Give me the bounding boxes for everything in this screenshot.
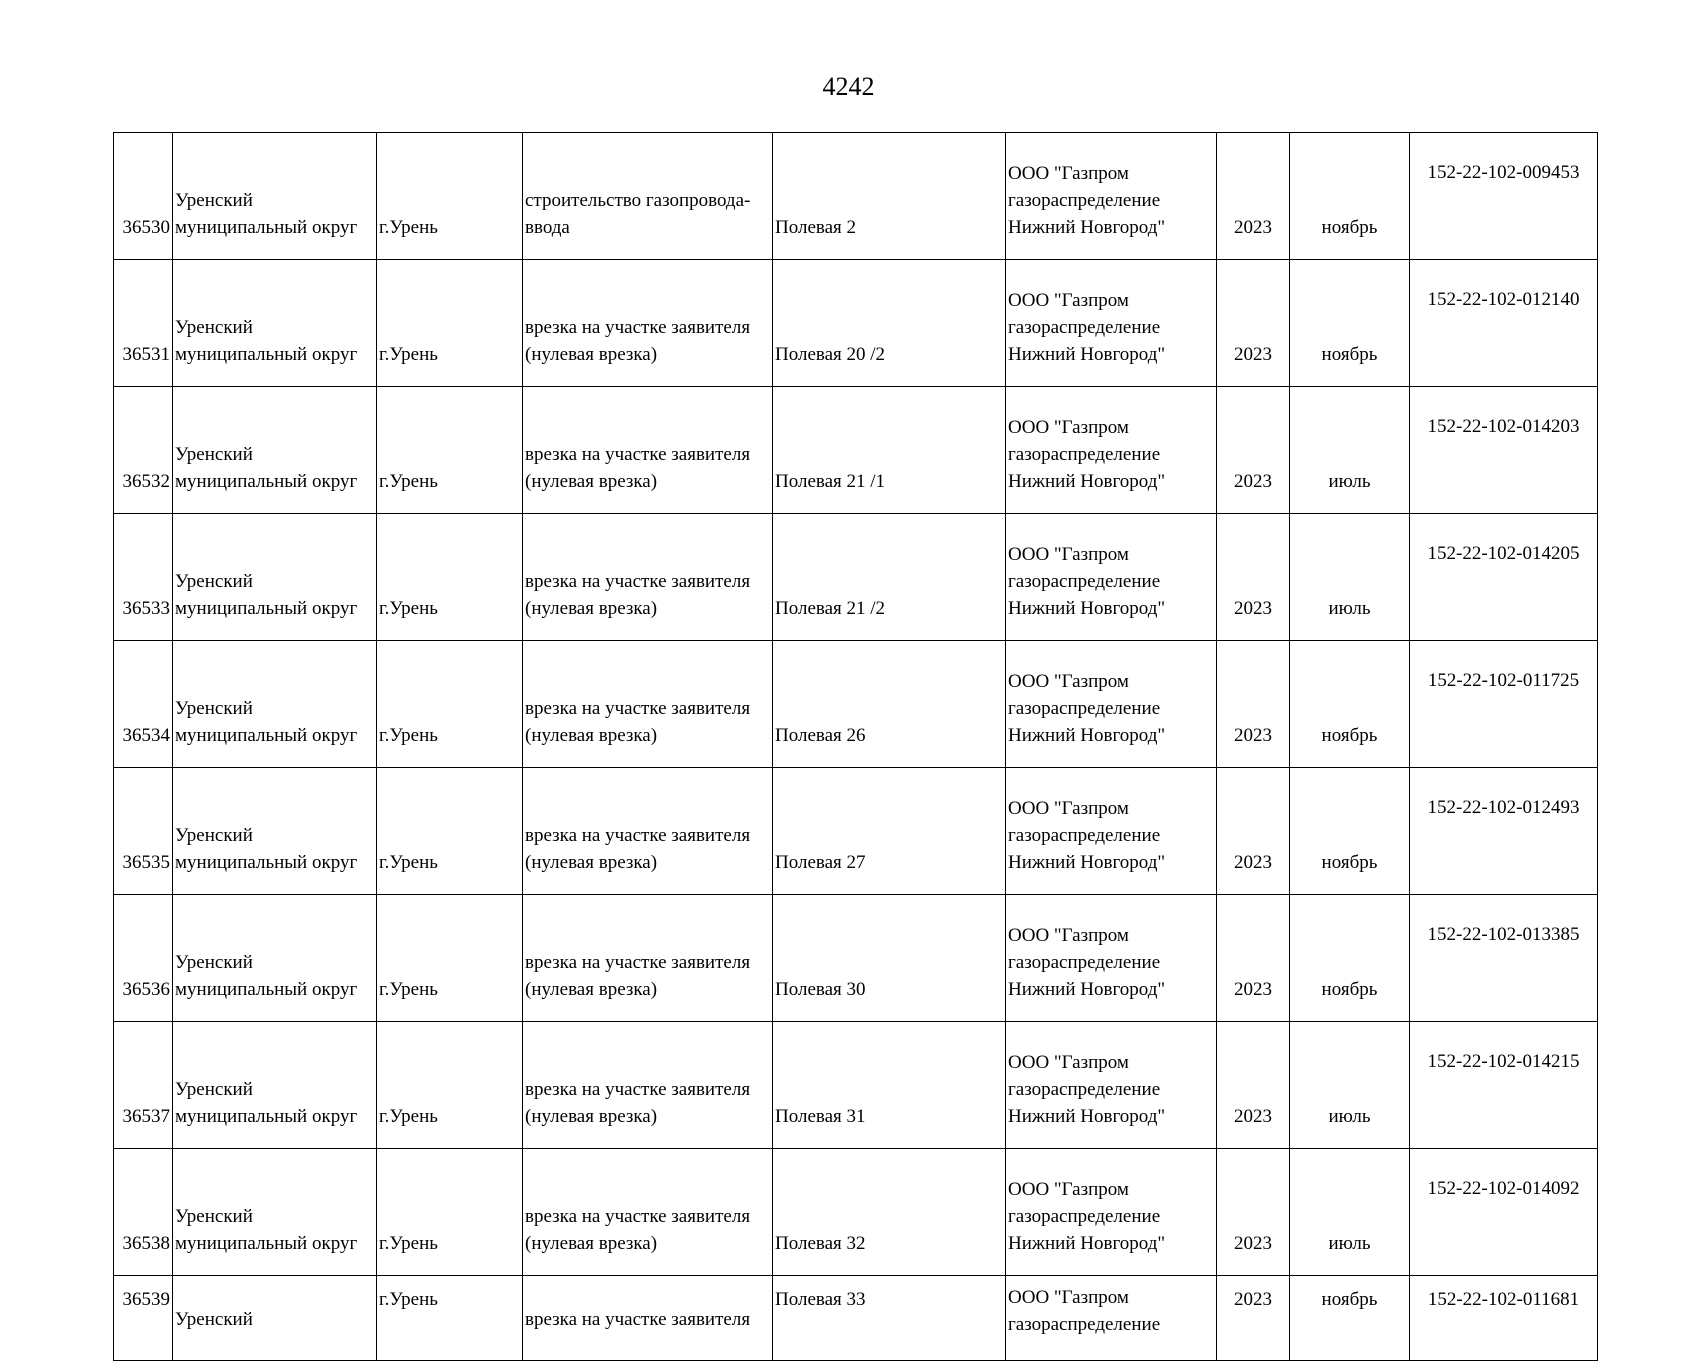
address-cell: Полевая 21 /2 [773,514,1006,641]
year-cell: 2023 [1217,1149,1290,1276]
city-cell: г.Урень [377,641,523,768]
organization-cell [1006,1276,1217,1361]
organization-cell [1006,641,1217,768]
organization-line: Нижний Новгород" [1008,1233,1166,1254]
organization-line: ООО "Газпром [1008,1179,1129,1200]
organization-line: газораспределение [1008,571,1161,592]
address-cell: Полевая 30 [773,895,1006,1022]
organization-cell [1006,895,1217,1022]
organization-line: Нижний Новгород" [1008,217,1166,238]
district-line: Уренский [175,1079,253,1100]
organization-cell [1006,768,1217,895]
city-cell: г.Урень [377,1276,523,1361]
district-line: муниципальный округ [175,217,358,238]
organization-line: ООО "Газпром [1008,1052,1129,1073]
city-cell: г.Урень [377,514,523,641]
work-type-cell [523,1022,773,1149]
organization-line: газораспределение [1008,317,1161,338]
district-line: Уренский [175,1309,253,1330]
month-cell: июль [1290,1022,1410,1149]
year-cell: 2023 [1217,260,1290,387]
row-number-cell: 36535 [114,768,173,895]
table-row [114,133,1598,260]
address-cell: Полевая 27 [773,768,1006,895]
gas-connection-registry-table [113,132,1598,1361]
work-type-line: (нулевая врезка) [525,471,658,492]
work-type-line: (нулевая врезка) [525,1233,658,1254]
work-type-line: врезка на участке заявителя [525,444,751,465]
work-type-line: (нулевая врезка) [525,1106,658,1127]
page-number: 4242 [822,72,875,101]
row-number-cell: 36533 [114,514,173,641]
district-cell [173,895,377,1022]
organization-line: ООО "Газпром [1008,1287,1129,1308]
code-cell: 152-22-102-013385 [1410,895,1598,1022]
organization-cell [1006,1149,1217,1276]
district-line: муниципальный округ [175,979,358,1000]
organization-line: Нижний Новгород" [1008,852,1166,873]
code-cell: 152-22-102-014092 [1410,1149,1598,1276]
district-line: Уренский [175,190,253,211]
table-body [114,133,1598,1361]
district-cell [173,768,377,895]
month-cell: ноябрь [1290,1276,1410,1361]
code-cell: 152-22-102-011725 [1410,641,1598,768]
district-line: муниципальный округ [175,471,358,492]
organization-line: газораспределение [1008,1079,1161,1100]
district-line: Уренский [175,317,253,338]
city-cell: г.Урень [377,768,523,895]
work-type-line: (нулевая врезка) [525,979,658,1000]
district-line: муниципальный округ [175,344,358,365]
work-type-cell [523,768,773,895]
table-row [114,768,1598,895]
month-cell: июль [1290,387,1410,514]
city-cell: г.Урень [377,133,523,260]
table-row [114,514,1598,641]
district-cell [173,1022,377,1149]
work-type-line: (нулевая врезка) [525,725,658,746]
table-row [114,260,1598,387]
organization-line: ООО "Газпром [1008,544,1129,565]
work-type-line: (нулевая врезка) [525,344,658,365]
organization-cell [1006,260,1217,387]
month-cell: ноябрь [1290,260,1410,387]
work-type-line: врезка на участке заявителя [525,825,751,846]
district-cell [173,133,377,260]
code-cell: 152-22-102-011681 [1410,1276,1598,1361]
district-line: Уренский [175,444,253,465]
organization-line: ООО "Газпром [1008,417,1129,438]
organization-line: Нижний Новгород" [1008,598,1166,619]
code-cell: 152-22-102-012140 [1410,260,1598,387]
row-number-cell: 36536 [114,895,173,1022]
organization-line: ООО "Газпром [1008,163,1129,184]
organization-cell [1006,133,1217,260]
address-cell: Полевая 21 /1 [773,387,1006,514]
district-line: Уренский [175,952,253,973]
work-type-line: врезка на участке заявителя [525,571,751,592]
table-row [114,641,1598,768]
address-cell: Полевая 2 [773,133,1006,260]
month-cell: июль [1290,1149,1410,1276]
work-type-line: врезка на участке заявителя [525,1079,751,1100]
work-type-line: строительство газопровода- [525,190,751,211]
year-cell: 2023 [1217,895,1290,1022]
work-type-line: (нулевая врезка) [525,598,658,619]
district-line: муниципальный округ [175,1106,358,1127]
district-line: Уренский [175,571,253,592]
organization-line: газораспределение [1008,444,1161,465]
row-number-cell: 36534 [114,641,173,768]
organization-line: ООО "Газпром [1008,925,1129,946]
year-cell: 2023 [1217,133,1290,260]
organization-cell [1006,514,1217,641]
organization-line: Нижний Новгород" [1008,979,1166,1000]
address-cell: Полевая 20 /2 [773,260,1006,387]
month-cell: июль [1290,514,1410,641]
row-number-cell: 36532 [114,387,173,514]
district-cell [173,641,377,768]
work-type-cell [523,1276,773,1361]
organization-line: газораспределение [1008,825,1161,846]
work-type-line: врезка на участке заявителя [525,1206,751,1227]
work-type-line: ввода [525,217,570,238]
month-cell: ноябрь [1290,133,1410,260]
code-cell: 152-22-102-012493 [1410,768,1598,895]
code-cell: 152-22-102-014205 [1410,514,1598,641]
year-cell: 2023 [1217,641,1290,768]
organization-line: газораспределение [1008,190,1161,211]
work-type-cell [523,133,773,260]
table-row [114,895,1598,1022]
work-type-line: врезка на участке заявителя [525,1309,751,1330]
row-number-cell: 36530 [114,133,173,260]
city-cell: г.Урень [377,1022,523,1149]
code-cell: 152-22-102-009453 [1410,133,1598,260]
organization-line: газораспределение [1008,1206,1161,1227]
district-line: муниципальный округ [175,852,358,873]
district-line: Уренский [175,825,253,846]
city-cell: г.Урень [377,387,523,514]
district-cell [173,1276,377,1361]
year-cell: 2023 [1217,1276,1290,1361]
row-number-cell: 36531 [114,260,173,387]
district-cell [173,260,377,387]
city-cell: г.Урень [377,895,523,1022]
work-type-line: (нулевая врезка) [525,852,658,873]
organization-line: ООО "Газпром [1008,798,1129,819]
district-line: муниципальный округ [175,725,358,746]
work-type-cell [523,387,773,514]
address-cell: Полевая 31 [773,1022,1006,1149]
organization-line: ООО "Газпром [1008,290,1129,311]
organization-line: газораспределение [1008,1314,1161,1335]
city-cell: г.Урень [377,260,523,387]
code-cell: 152-22-102-014203 [1410,387,1598,514]
year-cell: 2023 [1217,387,1290,514]
year-cell: 2023 [1217,1022,1290,1149]
organization-line: Нижний Новгород" [1008,1106,1166,1127]
organization-line: Нижний Новгород" [1008,344,1166,365]
organization-line: Нижний Новгород" [1008,471,1166,492]
district-cell [173,514,377,641]
district-cell [173,387,377,514]
row-number-cell: 36537 [114,1022,173,1149]
row-number-cell: 36539 [114,1276,173,1361]
work-type-line: врезка на участке заявителя [525,952,751,973]
year-cell: 2023 [1217,514,1290,641]
district-cell [173,1149,377,1276]
work-type-cell [523,260,773,387]
table-row [114,387,1598,514]
organization-line: ООО "Газпром [1008,671,1129,692]
organization-line: Нижний Новгород" [1008,725,1166,746]
district-line: муниципальный округ [175,598,358,619]
work-type-cell [523,1149,773,1276]
code-cell: 152-22-102-014215 [1410,1022,1598,1149]
district-line: Уренский [175,1206,253,1227]
district-line: муниципальный округ [175,1233,358,1254]
organization-line: газораспределение [1008,698,1161,719]
organization-line: газораспределение [1008,952,1161,973]
address-cell: Полевая 32 [773,1149,1006,1276]
organization-cell [1006,387,1217,514]
table-row [114,1149,1598,1276]
work-type-cell [523,895,773,1022]
work-type-cell [523,641,773,768]
district-line: Уренский [175,698,253,719]
organization-cell [1006,1022,1217,1149]
row-number-cell: 36538 [114,1149,173,1276]
month-cell: ноябрь [1290,895,1410,1022]
city-cell: г.Урень [377,1149,523,1276]
work-type-line: врезка на участке заявителя [525,698,751,719]
table-row [114,1276,1598,1361]
work-type-line: врезка на участке заявителя [525,317,751,338]
work-type-cell [523,514,773,641]
address-cell: Полевая 33 [773,1276,1006,1361]
month-cell: ноябрь [1290,768,1410,895]
address-cell: Полевая 26 [773,641,1006,768]
year-cell: 2023 [1217,768,1290,895]
table-row [114,1022,1598,1149]
month-cell: ноябрь [1290,641,1410,768]
